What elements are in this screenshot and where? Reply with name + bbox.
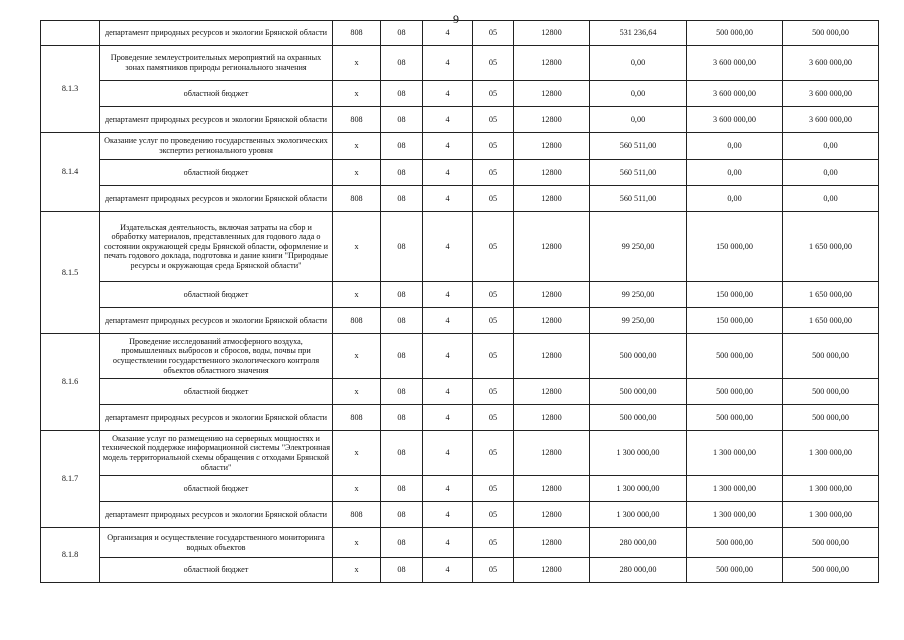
description-cell: Оказание услуг по проведению государственных экологических экспертиз регионального уровня [100,133,333,160]
table-row [41,476,879,502]
table-row [41,558,879,583]
amount-year-2-cell: 500 000,00 [687,334,783,379]
description-cell: департамент природных ресурсов и экологии Брянской области [100,308,333,334]
item-code-cell: 8.1.4 [41,133,100,212]
amount-year-1-cell: 500 000,00 [590,379,687,405]
amount-year-3-cell: 1 650 000,00 [783,212,879,282]
table-row [41,81,879,107]
amount-year-1-cell: 560 511,00 [590,133,687,160]
target-code-cell: 05 [473,308,514,334]
target-code-cell: 05 [473,107,514,133]
subsection-code-cell: 4 [423,186,473,212]
expense-code-cell: 12800 [514,528,590,558]
amount-year-1-cell: 1 300 000,00 [590,502,687,528]
amount-year-3-cell: 500 000,00 [783,334,879,379]
expense-code-cell: 12800 [514,107,590,133]
grbs-code-cell: х [333,282,381,308]
amount-year-1-cell: 99 250,00 [590,308,687,334]
table-row [41,133,879,160]
amount-year-2-cell: 1 300 000,00 [687,476,783,502]
amount-year-2-cell: 150 000,00 [687,282,783,308]
amount-year-2-cell: 500 000,00 [687,379,783,405]
section-code-cell: 08 [381,133,423,160]
section-code-cell: 08 [381,405,423,431]
target-code-cell: 05 [473,558,514,583]
item-code-cell [41,21,100,46]
amount-year-3-cell: 500 000,00 [783,528,879,558]
expense-code-cell: 12800 [514,502,590,528]
grbs-code-cell: 808 [333,502,381,528]
target-code-cell: 05 [473,46,514,81]
grbs-code-cell: 808 [333,405,381,431]
grbs-code-cell: х [333,334,381,379]
subsection-code-cell: 4 [423,476,473,502]
section-code-cell: 08 [381,81,423,107]
expense-code-cell: 12800 [514,160,590,186]
expense-code-cell: 12800 [514,212,590,282]
amount-year-3-cell: 3 600 000,00 [783,46,879,81]
table-row [41,186,879,212]
description-cell: областной бюджет [100,81,333,107]
target-code-cell: 05 [473,160,514,186]
amount-year-2-cell: 3 600 000,00 [687,81,783,107]
description-cell: департамент природных ресурсов и экологии Брянской области [100,405,333,431]
amount-year-2-cell: 0,00 [687,160,783,186]
section-code-cell: 08 [381,334,423,379]
amount-year-1-cell: 0,00 [590,81,687,107]
target-code-cell: 05 [473,186,514,212]
section-code-cell: 08 [381,21,423,46]
subsection-code-cell: 4 [423,558,473,583]
target-code-cell: 05 [473,21,514,46]
item-code-cell: 8.1.5 [41,212,100,334]
amount-year-3-cell: 500 000,00 [783,379,879,405]
target-code-cell: 05 [473,334,514,379]
subsection-code-cell: 4 [423,21,473,46]
section-code-cell: 08 [381,186,423,212]
description-cell: Организация и осуществление государственного мониторинга водных объектов [100,528,333,558]
table-row [41,160,879,186]
amount-year-2-cell: 500 000,00 [687,21,783,46]
grbs-code-cell: 808 [333,308,381,334]
amount-year-3-cell: 3 600 000,00 [783,107,879,133]
description-cell: Проведение исследований атмосферного воздуха, промышленных выбросов и сбросов, воды, почвы при осуществлении государственного экологического контроля объектов областного значения [100,334,333,379]
amount-year-2-cell: 150 000,00 [687,212,783,282]
target-code-cell: 05 [473,81,514,107]
target-code-cell: 05 [473,282,514,308]
amount-year-3-cell: 500 000,00 [783,21,879,46]
description-cell: областной бюджет [100,160,333,186]
subsection-code-cell: 4 [423,282,473,308]
amount-year-3-cell: 1 650 000,00 [783,282,879,308]
subsection-code-cell: 4 [423,334,473,379]
section-code-cell: 08 [381,160,423,186]
description-cell: Проведение землеустроительных мероприятий на охранных зонах памятников природы регионального значения [100,46,333,81]
amount-year-1-cell: 560 511,00 [590,186,687,212]
grbs-code-cell: х [333,46,381,81]
expense-code-cell: 12800 [514,558,590,583]
table-row [41,308,879,334]
amount-year-1-cell: 1 300 000,00 [590,476,687,502]
section-code-cell: 08 [381,308,423,334]
description-cell: Оказание услуг по размещению на серверных мощностях и технической поддержке информационной системы "Электронная модель территориальной схемы обращения с отходами Брянской области" [100,431,333,476]
grbs-code-cell: 808 [333,186,381,212]
target-code-cell: 05 [473,502,514,528]
target-code-cell: 05 [473,431,514,476]
target-code-cell: 05 [473,476,514,502]
budget-table [40,20,879,583]
amount-year-2-cell: 500 000,00 [687,558,783,583]
amount-year-3-cell: 0,00 [783,133,879,160]
section-code-cell: 08 [381,212,423,282]
amount-year-1-cell: 280 000,00 [590,528,687,558]
amount-year-2-cell: 500 000,00 [687,405,783,431]
amount-year-3-cell: 0,00 [783,160,879,186]
expense-code-cell: 12800 [514,46,590,81]
amount-year-1-cell: 0,00 [590,107,687,133]
expense-code-cell: 12800 [514,21,590,46]
description-cell: областной бюджет [100,558,333,583]
item-code-cell: 8.1.6 [41,334,100,431]
grbs-code-cell: х [333,212,381,282]
subsection-code-cell: 4 [423,405,473,431]
section-code-cell: 08 [381,107,423,133]
table-row [41,212,879,282]
expense-code-cell: 12800 [514,431,590,476]
expense-code-cell: 12800 [514,379,590,405]
amount-year-1-cell: 99 250,00 [590,212,687,282]
subsection-code-cell: 4 [423,160,473,186]
table-row [41,334,879,379]
item-code-cell: 8.1.7 [41,431,100,528]
description-cell: департамент природных ресурсов и экологии Брянской области [100,21,333,46]
expense-code-cell: 12800 [514,476,590,502]
target-code-cell: 05 [473,405,514,431]
target-code-cell: 05 [473,379,514,405]
expense-code-cell: 12800 [514,308,590,334]
table-row [41,21,879,46]
amount-year-2-cell: 1 300 000,00 [687,502,783,528]
description-cell: департамент природных ресурсов и экологии Брянской области [100,186,333,212]
grbs-code-cell: х [333,81,381,107]
grbs-code-cell: х [333,558,381,583]
amount-year-3-cell: 3 600 000,00 [783,81,879,107]
description-cell: областной бюджет [100,476,333,502]
amount-year-1-cell: 500 000,00 [590,405,687,431]
grbs-code-cell: х [333,133,381,160]
amount-year-1-cell: 1 300 000,00 [590,431,687,476]
grbs-code-cell: х [333,431,381,476]
target-code-cell: 05 [473,528,514,558]
section-code-cell: 08 [381,431,423,476]
amount-year-1-cell: 531 236,64 [590,21,687,46]
description-cell: департамент природных ресурсов и экологии Брянской области [100,107,333,133]
amount-year-1-cell: 500 000,00 [590,334,687,379]
grbs-code-cell: х [333,476,381,502]
subsection-code-cell: 4 [423,528,473,558]
amount-year-2-cell: 0,00 [687,133,783,160]
amount-year-3-cell: 1 300 000,00 [783,502,879,528]
section-code-cell: 08 [381,528,423,558]
table-row [41,107,879,133]
amount-year-1-cell: 560 511,00 [590,160,687,186]
grbs-code-cell: х [333,160,381,186]
amount-year-1-cell: 99 250,00 [590,282,687,308]
section-code-cell: 08 [381,476,423,502]
expense-code-cell: 12800 [514,81,590,107]
description-cell: департамент природных ресурсов и экологии Брянской области [100,502,333,528]
table-row [41,528,879,558]
amount-year-2-cell: 1 300 000,00 [687,431,783,476]
table-row [41,282,879,308]
subsection-code-cell: 4 [423,107,473,133]
description-cell: областной бюджет [100,282,333,308]
grbs-code-cell: х [333,379,381,405]
amount-year-3-cell: 1 650 000,00 [783,308,879,334]
amount-year-3-cell: 1 300 000,00 [783,476,879,502]
amount-year-1-cell: 280 000,00 [590,558,687,583]
subsection-code-cell: 4 [423,212,473,282]
amount-year-3-cell: 0,00 [783,186,879,212]
section-code-cell: 08 [381,502,423,528]
amount-year-2-cell: 0,00 [687,186,783,212]
subsection-code-cell: 4 [423,379,473,405]
section-code-cell: 08 [381,46,423,81]
expense-code-cell: 12800 [514,334,590,379]
table-row [41,405,879,431]
subsection-code-cell: 4 [423,81,473,107]
subsection-code-cell: 4 [423,46,473,81]
expense-code-cell: 12800 [514,186,590,212]
amount-year-2-cell: 3 600 000,00 [687,46,783,81]
target-code-cell: 05 [473,212,514,282]
amount-year-2-cell: 150 000,00 [687,308,783,334]
table-row [41,431,879,476]
section-code-cell: 08 [381,282,423,308]
section-code-cell: 08 [381,379,423,405]
subsection-code-cell: 4 [423,502,473,528]
expense-code-cell: 12800 [514,133,590,160]
subsection-code-cell: 4 [423,431,473,476]
table-row [41,46,879,81]
page-number: 9 [453,12,459,26]
description-cell: Издательская деятельность, включая затраты на сбор и обработку материалов, представленных для годового лада о состоянии окружающей среды Брянской области, оформление и печать годового доклада, подготовка и дание книги "Природные ресурсы и окружающая среда Брянской области" [100,212,333,282]
amount-year-3-cell: 500 000,00 [783,558,879,583]
item-code-cell: 8.1.3 [41,46,100,133]
grbs-code-cell: 808 [333,21,381,46]
table-body [41,21,879,583]
item-code-cell: 8.1.8 [41,528,100,583]
amount-year-1-cell: 0,00 [590,46,687,81]
amount-year-3-cell: 1 300 000,00 [783,431,879,476]
table-row [41,502,879,528]
section-code-cell: 08 [381,558,423,583]
target-code-cell: 05 [473,133,514,160]
amount-year-3-cell: 500 000,00 [783,405,879,431]
description-cell: областной бюджет [100,379,333,405]
subsection-code-cell: 4 [423,308,473,334]
subsection-code-cell: 4 [423,133,473,160]
amount-year-2-cell: 3 600 000,00 [687,107,783,133]
grbs-code-cell: 808 [333,107,381,133]
table-row [41,379,879,405]
grbs-code-cell: х [333,528,381,558]
amount-year-2-cell: 500 000,00 [687,528,783,558]
expense-code-cell: 12800 [514,405,590,431]
expense-code-cell: 12800 [514,282,590,308]
